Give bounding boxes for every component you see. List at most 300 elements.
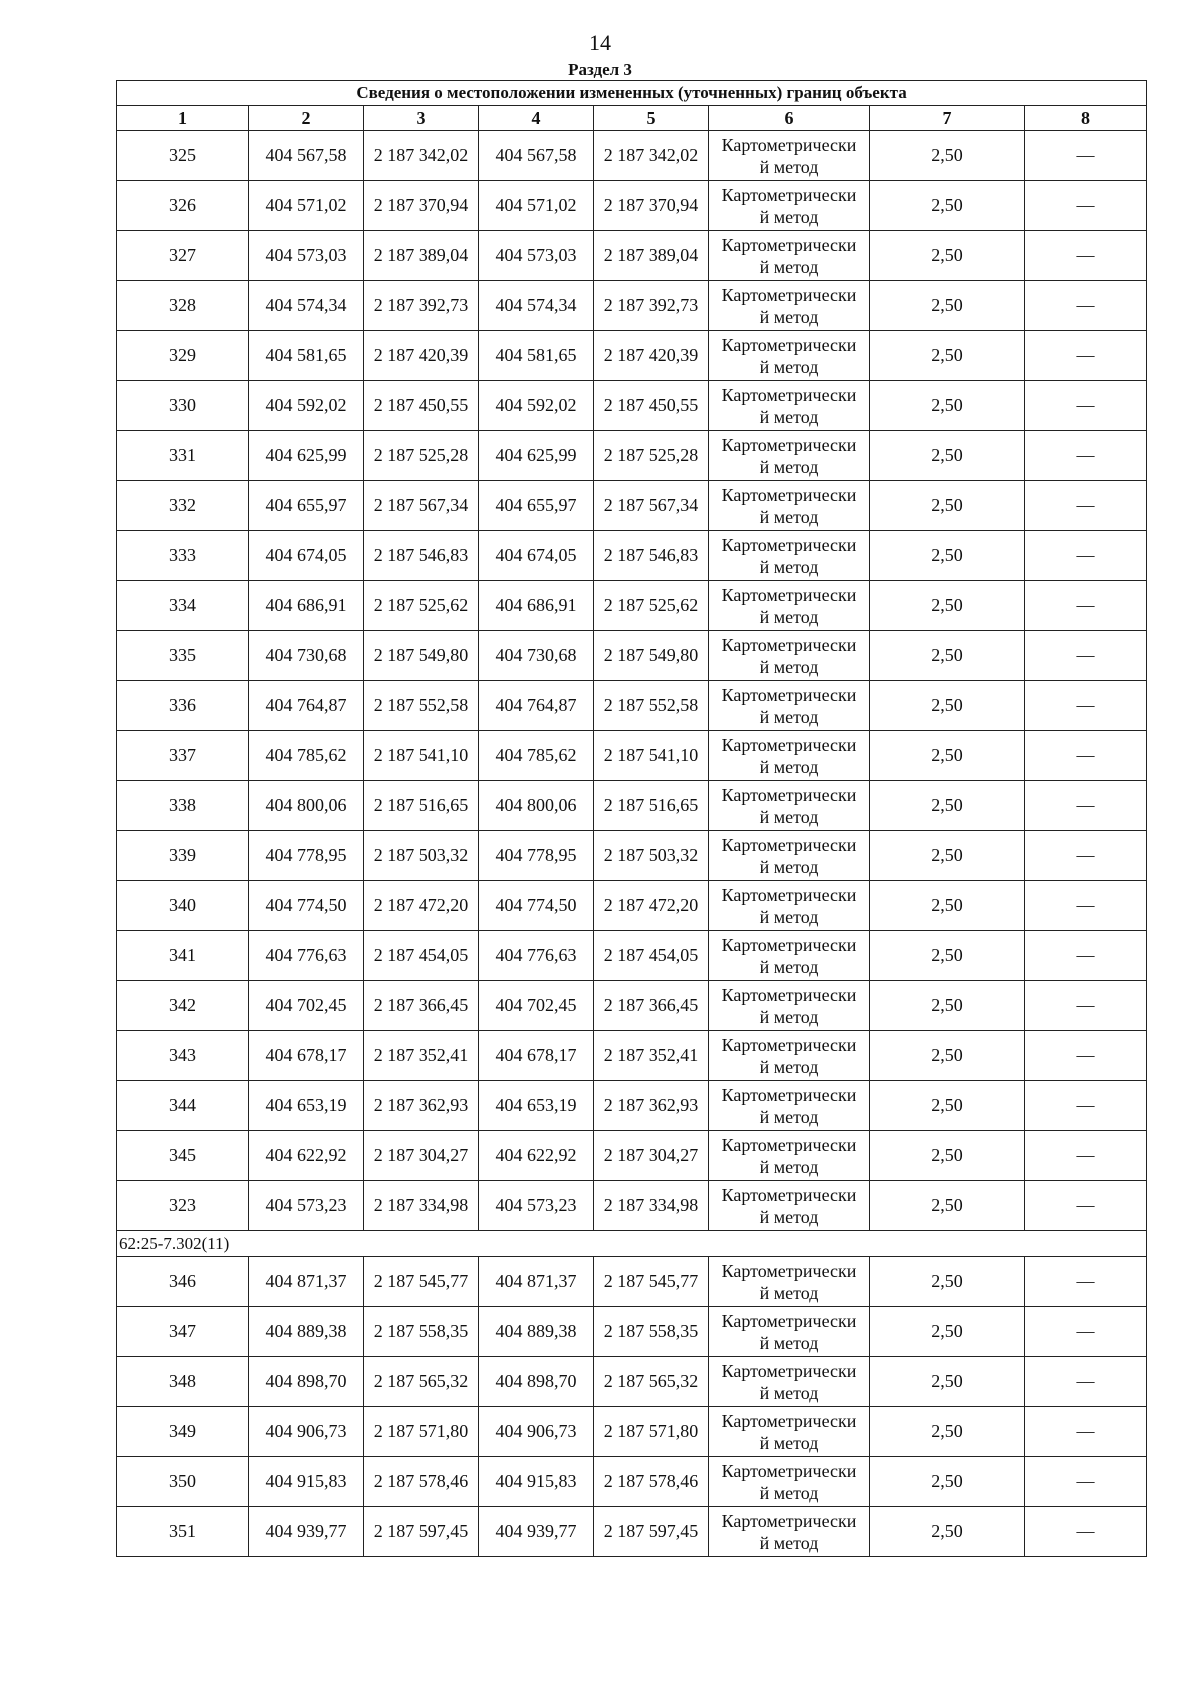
method-cell	[709, 1181, 870, 1231]
accuracy-cell: 2,50	[870, 1357, 1025, 1407]
coordinate-cell: 404 764,87	[479, 681, 594, 731]
coordinate-cell: 404 592,02	[479, 381, 594, 431]
point-number-cell: 326	[117, 181, 249, 231]
coordinate-cell: 404 906,73	[249, 1407, 364, 1457]
column-header-7: 7	[870, 106, 1025, 131]
description-cell: —	[1025, 981, 1147, 1031]
method-cell	[709, 1031, 870, 1081]
method-line-2: й метод	[759, 1282, 819, 1303]
coordinate-cell: 404 889,38	[479, 1307, 594, 1357]
method-line-2: й метод	[759, 1532, 819, 1553]
method-cell	[709, 981, 870, 1031]
point-number-cell: 333	[117, 531, 249, 581]
point-number-cell: 351	[117, 1507, 249, 1557]
coordinate-cell: 2 187 304,27	[594, 1131, 709, 1181]
coordinate-cell: 2 187 525,28	[594, 431, 709, 481]
coordinate-cell: 404 622,92	[249, 1131, 364, 1181]
method-line-1: Картометрически	[721, 284, 857, 305]
coordinate-cell: 404 581,65	[249, 331, 364, 381]
point-number-cell: 329	[117, 331, 249, 381]
description-cell: —	[1025, 1357, 1147, 1407]
accuracy-cell: 2,50	[870, 581, 1025, 631]
accuracy-cell: 2,50	[870, 181, 1025, 231]
coordinate-cell: 2 187 545,77	[364, 1257, 479, 1307]
description-cell: —	[1025, 381, 1147, 431]
coordinate-cell: 404 776,63	[249, 931, 364, 981]
coordinate-cell: 2 187 472,20	[364, 881, 479, 931]
coordinate-cell: 2 187 567,34	[594, 481, 709, 531]
accuracy-cell: 2,50	[870, 481, 1025, 531]
accuracy-cell: 2,50	[870, 431, 1025, 481]
coordinate-cell: 404 574,34	[479, 281, 594, 331]
description-cell: —	[1025, 331, 1147, 381]
accuracy-cell: 2,50	[870, 981, 1025, 1031]
coordinate-cell: 2 187 420,39	[364, 331, 479, 381]
accuracy-cell: 2,50	[870, 681, 1025, 731]
method-line-2: й метод	[759, 756, 819, 777]
table-row	[117, 831, 1147, 881]
method-cell	[709, 481, 870, 531]
description-cell: —	[1025, 481, 1147, 531]
point-number-cell: 337	[117, 731, 249, 781]
description-cell: —	[1025, 631, 1147, 681]
point-number-cell: 330	[117, 381, 249, 431]
method-line-1: Картометрически	[721, 434, 857, 455]
coordinate-cell: 404 800,06	[249, 781, 364, 831]
point-number-cell: 339	[117, 831, 249, 881]
method-cell	[709, 231, 870, 281]
coordinate-cell: 2 187 352,41	[594, 1031, 709, 1081]
coordinate-cell: 404 871,37	[249, 1257, 364, 1307]
description-cell: —	[1025, 1507, 1147, 1557]
column-header-1: 1	[117, 106, 249, 131]
method-line-2: й метод	[759, 456, 819, 477]
description-cell: —	[1025, 431, 1147, 481]
coordinate-cell: 404 774,50	[479, 881, 594, 931]
table-row	[117, 1357, 1147, 1407]
point-number-cell: 345	[117, 1131, 249, 1181]
coordinate-cell: 2 187 454,05	[364, 931, 479, 981]
point-number-cell: 334	[117, 581, 249, 631]
coordinate-cell: 404 915,83	[479, 1457, 594, 1507]
coordinate-cell: 404 678,17	[249, 1031, 364, 1081]
description-cell: —	[1025, 1257, 1147, 1307]
coordinate-cell: 2 187 454,05	[594, 931, 709, 981]
column-header-2: 2	[249, 106, 364, 131]
method-cell	[709, 831, 870, 881]
coordinate-cell: 2 187 549,80	[594, 631, 709, 681]
table-row	[117, 681, 1147, 731]
method-line-2: й метод	[759, 1432, 819, 1453]
method-line-1: Картометрически	[721, 184, 857, 205]
point-number-cell: 348	[117, 1357, 249, 1407]
column-header-4: 4	[479, 106, 594, 131]
method-cell	[709, 431, 870, 481]
accuracy-cell: 2,50	[870, 381, 1025, 431]
method-line-1: Картометрически	[721, 534, 857, 555]
coordinate-cell: 404 800,06	[479, 781, 594, 831]
coordinate-cell: 2 187 552,58	[364, 681, 479, 731]
coordinate-cell: 2 187 342,02	[594, 131, 709, 181]
coordinate-cell: 404 655,97	[479, 481, 594, 531]
method-line-2: й метод	[759, 656, 819, 677]
coordinate-cell: 404 653,19	[479, 1081, 594, 1131]
table-row	[117, 1181, 1147, 1231]
coordinate-cell: 404 730,68	[249, 631, 364, 681]
coordinate-cell: 404 653,19	[249, 1081, 364, 1131]
method-line-2: й метод	[759, 906, 819, 927]
coordinate-cell: 404 674,05	[479, 531, 594, 581]
coordinate-cell: 2 187 370,94	[364, 181, 479, 231]
method-line-2: й метод	[759, 1382, 819, 1403]
coordinate-cell: 2 187 597,45	[594, 1507, 709, 1557]
description-cell: —	[1025, 531, 1147, 581]
coordinate-cell: 404 625,99	[249, 431, 364, 481]
coordinate-cell: 404 702,45	[479, 981, 594, 1031]
method-cell	[709, 681, 870, 731]
method-line-1: Картометрически	[721, 1184, 857, 1205]
coordinate-cell: 2 187 420,39	[594, 331, 709, 381]
coordinate-cell: 404 678,17	[479, 1031, 594, 1081]
accuracy-cell: 2,50	[870, 881, 1025, 931]
accuracy-cell: 2,50	[870, 1507, 1025, 1557]
coordinate-cell: 2 187 450,55	[594, 381, 709, 431]
column-header-3: 3	[364, 106, 479, 131]
point-number-cell: 328	[117, 281, 249, 331]
method-line-2: й метод	[759, 706, 819, 727]
method-line-1: Картометрически	[721, 1310, 857, 1331]
method-cell	[709, 181, 870, 231]
coordinate-cell: 404 764,87	[249, 681, 364, 731]
coordinate-cell: 2 187 565,32	[594, 1357, 709, 1407]
method-line-1: Картометрически	[721, 1134, 857, 1155]
coordinate-cell: 404 571,02	[479, 181, 594, 231]
coordinate-cell: 2 187 352,41	[364, 1031, 479, 1081]
accuracy-cell: 2,50	[870, 1257, 1025, 1307]
point-number-cell: 332	[117, 481, 249, 531]
description-cell: —	[1025, 1131, 1147, 1181]
coordinate-cell: 404 686,91	[479, 581, 594, 631]
table-row	[117, 381, 1147, 431]
method-cell	[709, 531, 870, 581]
method-line-1: Картометрически	[721, 334, 857, 355]
method-line-2: й метод	[759, 506, 819, 527]
point-number-cell: 343	[117, 1031, 249, 1081]
method-line-2: й метод	[759, 156, 819, 177]
column-header-row	[117, 106, 1147, 131]
accuracy-cell: 2,50	[870, 931, 1025, 981]
accuracy-cell: 2,50	[870, 1407, 1025, 1457]
coordinate-cell: 2 187 546,83	[594, 531, 709, 581]
method-line-1: Картометрически	[721, 984, 857, 1005]
table-row	[117, 331, 1147, 381]
method-line-2: й метод	[759, 256, 819, 277]
point-number-cell: 346	[117, 1257, 249, 1307]
coordinate-cell: 2 187 525,28	[364, 431, 479, 481]
method-cell	[709, 1457, 870, 1507]
column-header-5: 5	[594, 106, 709, 131]
coordinate-cell: 404 592,02	[249, 381, 364, 431]
table-row	[117, 1307, 1147, 1357]
point-number-cell: 327	[117, 231, 249, 281]
method-cell	[709, 1507, 870, 1557]
coordinate-cell: 404 574,34	[249, 281, 364, 331]
coordinate-cell: 2 187 450,55	[364, 381, 479, 431]
coordinate-cell: 2 187 541,10	[594, 731, 709, 781]
table-row	[117, 931, 1147, 981]
accuracy-cell: 2,50	[870, 1457, 1025, 1507]
point-number-cell: 331	[117, 431, 249, 481]
accuracy-cell: 2,50	[870, 231, 1025, 281]
method-line-1: Картометрически	[721, 684, 857, 705]
accuracy-cell: 2,50	[870, 1307, 1025, 1357]
coordinate-cell: 2 187 545,77	[594, 1257, 709, 1307]
coordinate-cell: 404 573,23	[479, 1181, 594, 1231]
table-row	[117, 781, 1147, 831]
method-line-1: Картометрически	[721, 834, 857, 855]
coordinate-cell: 404 871,37	[479, 1257, 594, 1307]
coordinate-cell: 2 187 366,45	[364, 981, 479, 1031]
method-line-2: й метод	[759, 1482, 819, 1503]
coordinate-cell: 2 187 516,65	[364, 781, 479, 831]
point-number-cell: 347	[117, 1307, 249, 1357]
coordinate-cell: 404 674,05	[249, 531, 364, 581]
coordinate-cell: 404 686,91	[249, 581, 364, 631]
method-line-2: й метод	[759, 356, 819, 377]
accuracy-cell: 2,50	[870, 631, 1025, 681]
coordinate-cell: 404 702,45	[249, 981, 364, 1031]
table-caption: Сведения о местоположении измененных (уточненных) границ объекта	[117, 81, 1147, 106]
coordinate-cell: 2 187 392,73	[364, 281, 479, 331]
method-line-1: Картометрически	[721, 1460, 857, 1481]
coordinate-cell: 404 730,68	[479, 631, 594, 681]
description-cell: —	[1025, 1081, 1147, 1131]
description-cell: —	[1025, 131, 1147, 181]
accuracy-cell: 2,50	[870, 531, 1025, 581]
method-line-2: й метод	[759, 1006, 819, 1027]
table-row	[117, 431, 1147, 481]
table-row	[117, 231, 1147, 281]
accuracy-cell: 2,50	[870, 131, 1025, 181]
method-line-2: й метод	[759, 306, 819, 327]
point-number-cell: 349	[117, 1407, 249, 1457]
table-row	[117, 1507, 1147, 1557]
method-cell	[709, 631, 870, 681]
method-line-1: Картометрически	[721, 934, 857, 955]
section-title: Раздел 3	[568, 60, 632, 79]
coordinate-cell: 2 187 541,10	[364, 731, 479, 781]
description-cell: —	[1025, 1407, 1147, 1457]
coordinate-cell: 2 187 362,93	[364, 1081, 479, 1131]
coordinate-cell: 404 778,95	[479, 831, 594, 881]
coordinate-cell: 404 567,58	[249, 131, 364, 181]
description-cell: —	[1025, 1457, 1147, 1507]
table-row	[117, 181, 1147, 231]
method-line-2: й метод	[759, 556, 819, 577]
boundary-table	[116, 80, 1147, 1557]
coordinate-cell: 2 187 525,62	[594, 581, 709, 631]
method-line-2: й метод	[759, 1332, 819, 1353]
method-line-1: Картометрически	[721, 1510, 857, 1531]
table-row	[117, 1257, 1147, 1307]
coordinate-cell: 2 187 516,65	[594, 781, 709, 831]
accuracy-cell: 2,50	[870, 831, 1025, 881]
method-cell	[709, 1407, 870, 1457]
method-cell	[709, 131, 870, 181]
point-number-cell: 336	[117, 681, 249, 731]
table-row	[117, 481, 1147, 531]
table-row	[117, 1081, 1147, 1131]
coordinate-cell: 2 187 334,98	[594, 1181, 709, 1231]
group-label: 62:25-7.302(11)	[117, 1231, 1147, 1257]
coordinate-cell: 404 573,03	[479, 231, 594, 281]
description-cell: —	[1025, 681, 1147, 731]
method-cell	[709, 781, 870, 831]
point-number-cell: 341	[117, 931, 249, 981]
column-header-6: 6	[709, 106, 870, 131]
table-row	[117, 1031, 1147, 1081]
coordinate-cell: 404 906,73	[479, 1407, 594, 1457]
method-cell	[709, 381, 870, 431]
point-number-cell: 342	[117, 981, 249, 1031]
table-row	[117, 531, 1147, 581]
table-caption-row	[117, 81, 1147, 106]
group-row	[117, 1231, 1147, 1257]
table-row	[117, 1457, 1147, 1507]
point-number-cell: 323	[117, 1181, 249, 1231]
table-row	[117, 881, 1147, 931]
coordinate-cell: 404 571,02	[249, 181, 364, 231]
coordinate-cell: 2 187 578,46	[594, 1457, 709, 1507]
point-number-cell: 325	[117, 131, 249, 181]
accuracy-cell: 2,50	[870, 1131, 1025, 1181]
description-cell: —	[1025, 781, 1147, 831]
coordinate-cell: 2 187 558,35	[364, 1307, 479, 1357]
coordinate-cell: 404 785,62	[479, 731, 594, 781]
method-line-1: Картометрически	[721, 1034, 857, 1055]
method-line-1: Картометрически	[721, 1084, 857, 1105]
description-cell: —	[1025, 581, 1147, 631]
method-line-1: Картометрически	[721, 634, 857, 655]
description-cell: —	[1025, 1031, 1147, 1081]
method-line-2: й метод	[759, 1206, 819, 1227]
coordinate-cell: 2 187 565,32	[364, 1357, 479, 1407]
coordinate-cell: 2 187 503,32	[594, 831, 709, 881]
coordinate-cell: 2 187 334,98	[364, 1181, 479, 1231]
description-cell: —	[1025, 1181, 1147, 1231]
description-cell: —	[1025, 731, 1147, 781]
point-number-cell: 335	[117, 631, 249, 681]
coordinate-cell: 404 778,95	[249, 831, 364, 881]
method-line-1: Картометрически	[721, 1410, 857, 1431]
table-row	[117, 281, 1147, 331]
description-cell: —	[1025, 831, 1147, 881]
point-number-cell: 338	[117, 781, 249, 831]
coordinate-cell: 2 187 304,27	[364, 1131, 479, 1181]
coordinate-cell: 404 625,99	[479, 431, 594, 481]
method-line-2: й метод	[759, 1106, 819, 1127]
method-line-1: Картометрически	[721, 484, 857, 505]
table-row	[117, 631, 1147, 681]
method-line-2: й метод	[759, 206, 819, 227]
method-line-2: й метод	[759, 1156, 819, 1177]
coordinate-cell: 404 889,38	[249, 1307, 364, 1357]
coordinate-cell: 404 915,83	[249, 1457, 364, 1507]
method-line-1: Картометрически	[721, 734, 857, 755]
method-line-1: Картометрически	[721, 884, 857, 905]
method-line-1: Картометрически	[721, 1260, 857, 1281]
accuracy-cell: 2,50	[870, 1081, 1025, 1131]
method-cell	[709, 1307, 870, 1357]
accuracy-cell: 2,50	[870, 1031, 1025, 1081]
method-cell	[709, 931, 870, 981]
coordinate-cell: 404 898,70	[479, 1357, 594, 1407]
method-cell	[709, 1131, 870, 1181]
coordinate-cell: 404 898,70	[249, 1357, 364, 1407]
description-cell: —	[1025, 1307, 1147, 1357]
coordinate-cell: 2 187 578,46	[364, 1457, 479, 1507]
point-number-cell: 344	[117, 1081, 249, 1131]
table-row	[117, 981, 1147, 1031]
coordinate-cell: 2 187 362,93	[594, 1081, 709, 1131]
method-cell	[709, 331, 870, 381]
description-cell: —	[1025, 281, 1147, 331]
coordinate-cell: 2 187 392,73	[594, 281, 709, 331]
coordinate-cell: 404 655,97	[249, 481, 364, 531]
coordinate-cell: 404 573,23	[249, 1181, 364, 1231]
coordinate-cell: 2 187 558,35	[594, 1307, 709, 1357]
coordinate-cell: 2 187 552,58	[594, 681, 709, 731]
method-line-1: Картометрически	[721, 584, 857, 605]
description-cell: —	[1025, 931, 1147, 981]
description-cell: —	[1025, 231, 1147, 281]
accuracy-cell: 2,50	[870, 331, 1025, 381]
method-line-1: Картометрически	[721, 384, 857, 405]
method-line-1: Картометрически	[721, 134, 857, 155]
description-cell: —	[1025, 181, 1147, 231]
coordinate-cell: 404 785,62	[249, 731, 364, 781]
coordinate-cell: 2 187 525,62	[364, 581, 479, 631]
coordinate-cell: 404 939,77	[249, 1507, 364, 1557]
coordinate-cell: 404 939,77	[479, 1507, 594, 1557]
table-row	[117, 131, 1147, 181]
table-row	[117, 1131, 1147, 1181]
column-header-8: 8	[1025, 106, 1147, 131]
method-cell	[709, 1081, 870, 1131]
coordinate-cell: 2 187 472,20	[594, 881, 709, 931]
coordinate-cell: 2 187 389,04	[594, 231, 709, 281]
method-line-1: Картометрически	[721, 784, 857, 805]
accuracy-cell: 2,50	[870, 731, 1025, 781]
table-row	[117, 581, 1147, 631]
method-line-1: Картометрически	[721, 234, 857, 255]
method-line-2: й метод	[759, 856, 819, 877]
method-cell	[709, 1357, 870, 1407]
coordinate-cell: 2 187 571,80	[364, 1407, 479, 1457]
method-cell	[709, 731, 870, 781]
table-row	[117, 731, 1147, 781]
table-row	[117, 1407, 1147, 1457]
point-number-cell: 340	[117, 881, 249, 931]
accuracy-cell: 2,50	[870, 1181, 1025, 1231]
coordinate-cell: 404 567,58	[479, 131, 594, 181]
method-line-2: й метод	[759, 956, 819, 977]
method-line-2: й метод	[759, 406, 819, 427]
coordinate-cell: 404 774,50	[249, 881, 364, 931]
method-line-2: й метод	[759, 806, 819, 827]
point-number-cell: 350	[117, 1457, 249, 1507]
coordinate-cell: 2 187 597,45	[364, 1507, 479, 1557]
